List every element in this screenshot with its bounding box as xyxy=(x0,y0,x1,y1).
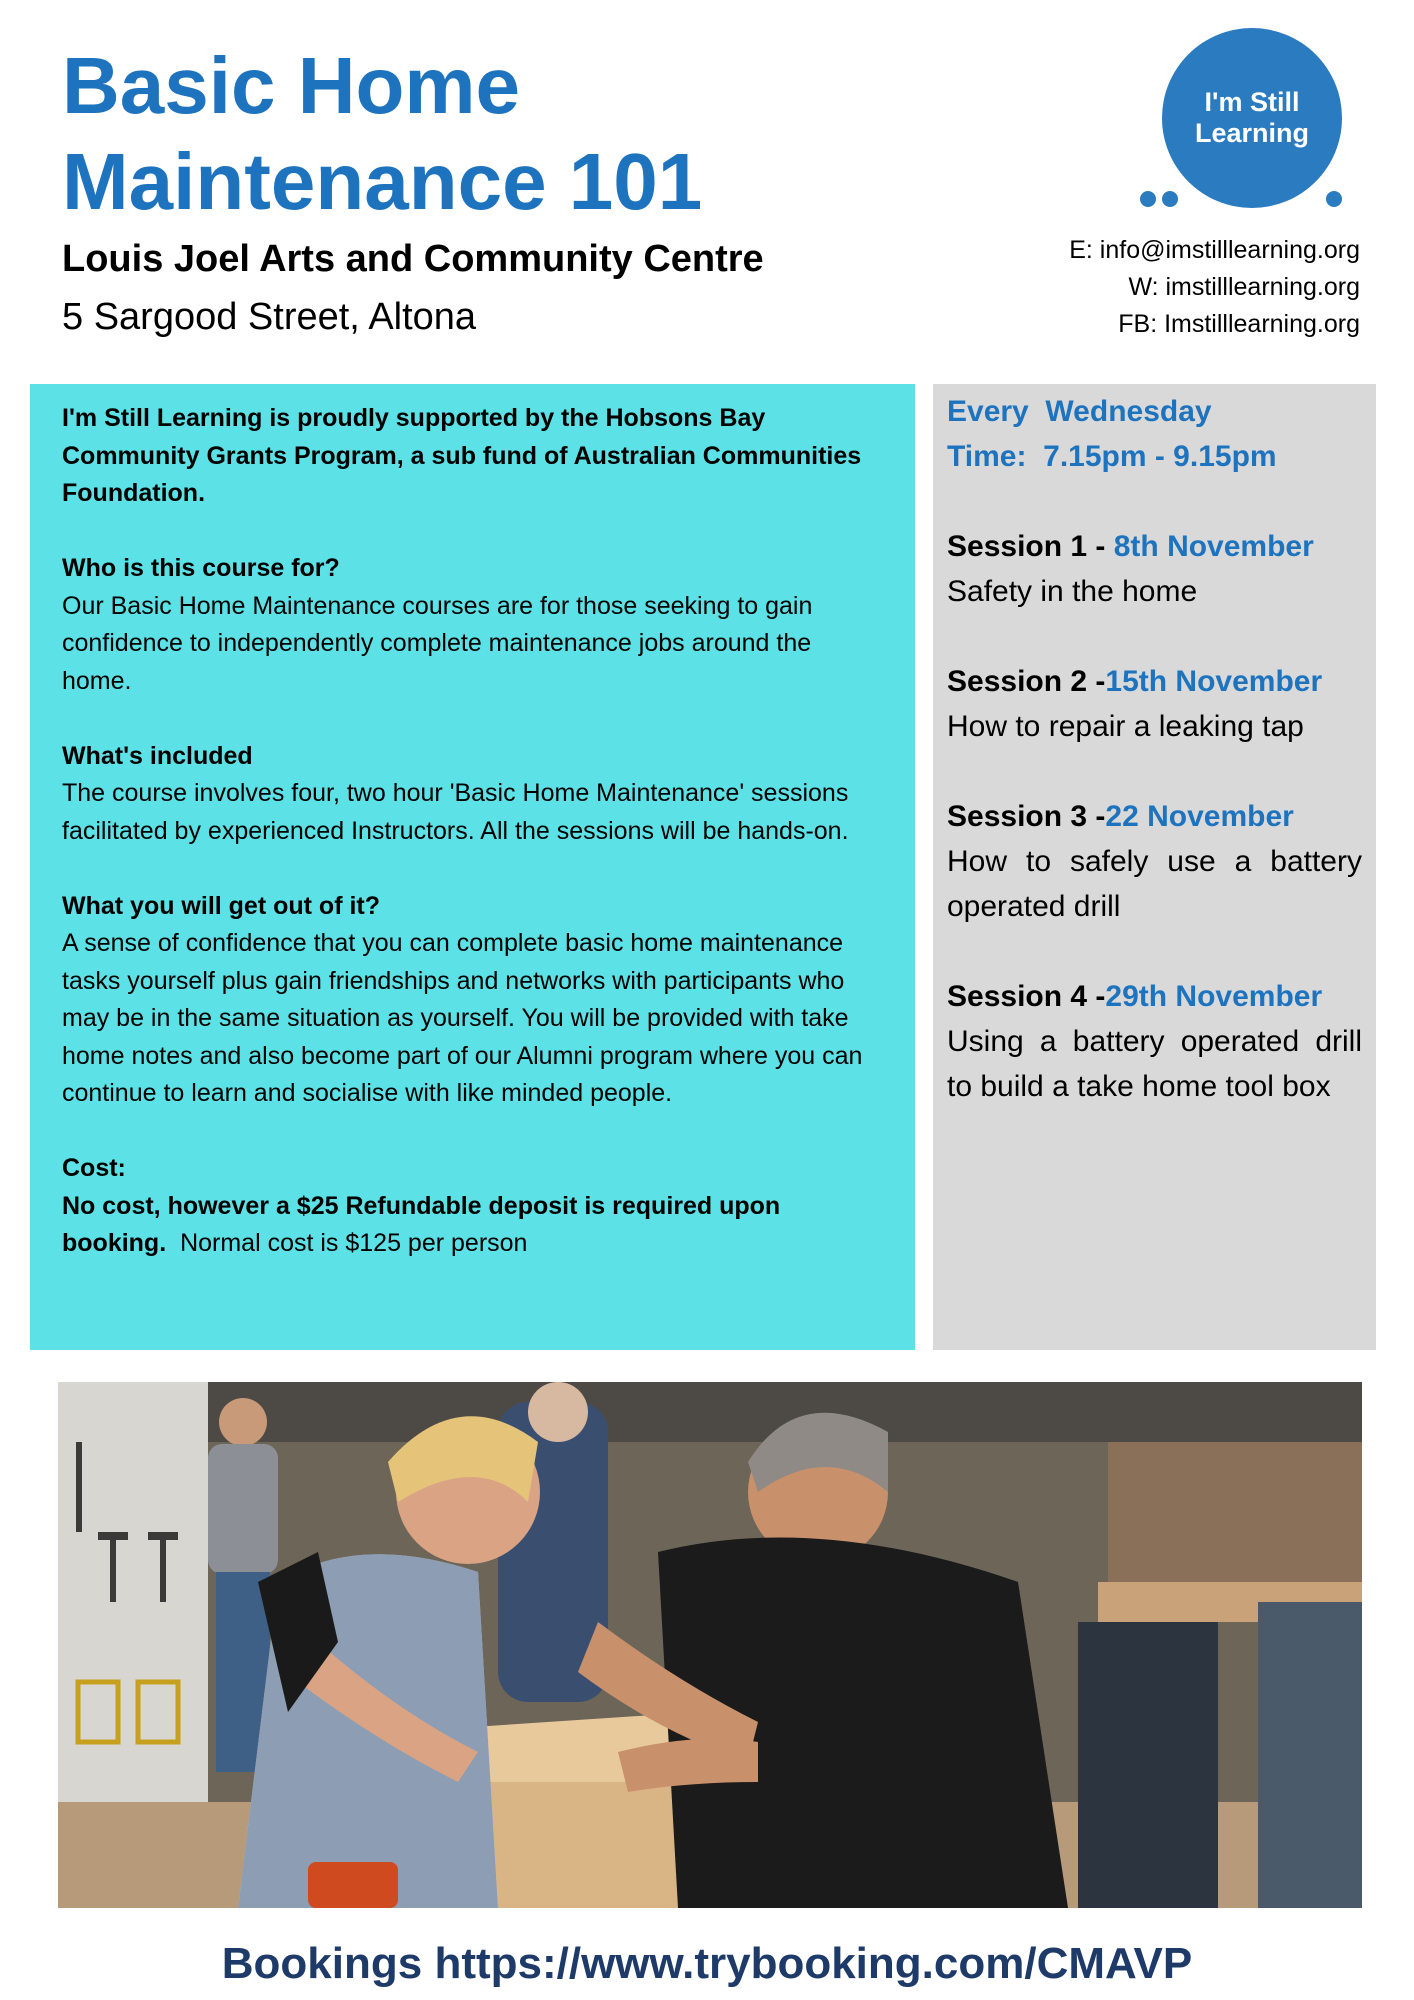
session-4 xyxy=(947,974,1362,1109)
included-heading: What's included xyxy=(62,741,253,770)
session-date: 15th November xyxy=(1105,665,1323,698)
session-label: Session 3 - xyxy=(947,800,1106,833)
support-statement: I'm Still Learning is proudly supported by the Hobsons Bay Community Grants Program, a sub fund of Australian Communities Foundation. xyxy=(62,404,862,507)
contact-details xyxy=(1069,232,1360,343)
cost-normal: Normal cost is $125 per person xyxy=(180,1229,528,1257)
venue-address: 5 Sargood Street, Altona xyxy=(62,296,477,338)
schedule-time: Time: 7.15pm - 9.15pm xyxy=(947,440,1277,473)
cost-bold: No cost, however a $25 Refundable deposit is required upon booking. xyxy=(62,1191,781,1257)
session-topic: Safety in the home xyxy=(947,575,1198,608)
session-label: Session 1 - xyxy=(947,530,1114,563)
who-body: Our Basic Home Maintenance courses are for those seeking to gain confidence to independently complete maintenance jobs around the home. xyxy=(62,591,813,695)
course-info-panel xyxy=(30,384,915,1350)
session-label: Session 4 - xyxy=(947,980,1106,1013)
im-still-learning-logo xyxy=(1130,28,1350,218)
outcome-heading: What you will get out of it? xyxy=(62,891,381,920)
outcome-body: A sense of confidence that you can complete basic home maintenance tasks yourself plus gain friendships and networks with participants who may be in the same situation as yourself. You will be provided with take home notes and also become part of our Alumni program where you can continue to learn and socialise with like minded people. xyxy=(62,929,863,1107)
venue-name: Louis Joel Arts and Community Centre xyxy=(62,238,764,280)
logo-dot xyxy=(1162,191,1178,207)
title-line-2: Maintenance 101 xyxy=(62,137,703,226)
logo-line-2: Learning xyxy=(1194,118,1309,148)
logo-circle xyxy=(1162,28,1342,208)
session-topic: Using a battery operated drill to build a take home tool box xyxy=(947,1025,1362,1103)
logo-dot xyxy=(1140,191,1156,207)
workshop-photo xyxy=(58,1382,1362,1908)
session-date: 8th November xyxy=(1113,530,1314,563)
session-label: Session 2 - xyxy=(947,665,1106,698)
title-line-1: Basic Home xyxy=(62,41,520,130)
logo-line-1: I'm Still xyxy=(1204,87,1300,117)
contact-web[interactable]: W: imstilllearning.org xyxy=(1128,273,1360,301)
page-title xyxy=(62,38,862,230)
cost-heading: Cost: xyxy=(62,1154,126,1182)
workshop-photo-illustration xyxy=(58,1382,1362,1908)
who-heading: Who is this course for? xyxy=(62,554,340,582)
contact-facebook[interactable]: FB: Imstilllearning.org xyxy=(1118,310,1360,338)
cost-text xyxy=(62,1188,885,1263)
schedule-panel xyxy=(933,384,1376,1350)
contact-email[interactable]: E: info@imstilllearning.org xyxy=(1069,236,1360,264)
included-body: The course involves four, two hour 'Basic Home Maintenance' sessions facilitated by experienced Instructors. All the sessions will be hands-on. xyxy=(62,779,849,845)
logo-dot xyxy=(1326,191,1342,207)
bookings-link[interactable]: Bookings https://www.trybooking.com/CMAVP xyxy=(221,1939,1193,1988)
session-topic: How to safely use a battery operated drill xyxy=(947,845,1362,923)
session-date: 22 November xyxy=(1105,800,1294,833)
session-2 xyxy=(947,659,1362,749)
session-3 xyxy=(947,794,1362,929)
session-date: 29th November xyxy=(1105,980,1323,1013)
session-1 xyxy=(947,524,1362,614)
session-topic: How to repair a leaking tap xyxy=(947,710,1304,743)
schedule-day: Every Wednesday xyxy=(947,395,1212,428)
